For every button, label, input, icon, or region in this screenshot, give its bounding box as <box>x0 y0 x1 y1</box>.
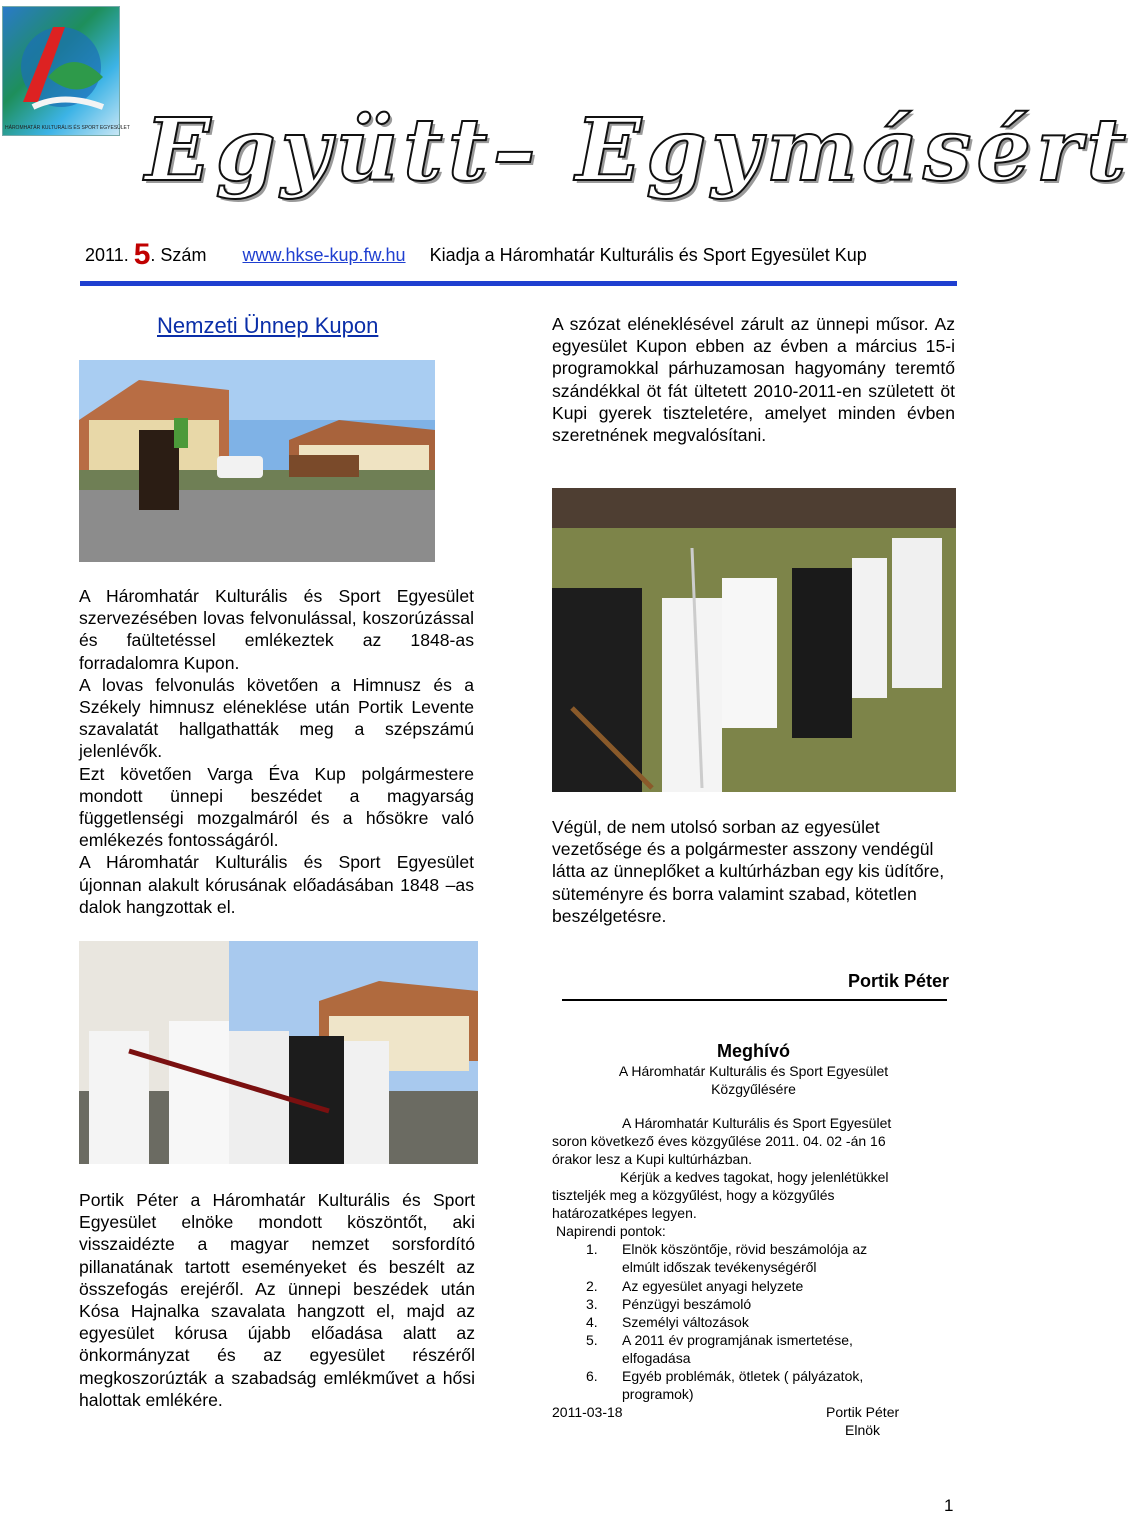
article-paragraph: A Háromhatár Kulturális és Sport Egyesület szervezésében lovas felvonulással, koszorúzással és faültetéssel emlékeztek az 1848-as forradalomra Kupon. <box>79 586 474 673</box>
article-paragraph: A lovas felvonulás követően a Himnusz és a Székely himnusz eléneklése után Portik Levente szavalatát hallgathatták meg a szépszámú jelenlévők. <box>79 674 474 762</box>
agenda-item-number: 2. <box>586 1278 598 1294</box>
agenda-item-text: A 2011 év programjának ismertetése, elfogadása <box>622 1332 853 1366</box>
agenda-item <box>552 1367 882 1403</box>
invitation-subtitle: Közgyűlésére <box>711 1081 796 1097</box>
page-number: 1 <box>944 1496 954 1515</box>
signer-name: Portik Péter <box>826 1404 900 1420</box>
agenda-item <box>552 1277 882 1295</box>
logo-emblem-icon <box>3 7 130 135</box>
article-paragraph: Végül, de nem utolsó sorban az egyesület vezetősége és a polgármester asszony vendégül látta az ünneplőket a kultúrházban egy kis üdítőre, süteményre és borra valamint szabad, kötetlen beszélgetésre. <box>552 817 945 926</box>
agenda-item-number: 4. <box>586 1314 598 1330</box>
signature-row <box>552 1403 955 1421</box>
article-body-left <box>79 585 474 918</box>
issue-number-suffix: . Szám <box>150 245 207 265</box>
issue-number: 5 <box>133 238 151 271</box>
photo-choir <box>79 941 478 1164</box>
agenda-item-text: Pénzügyi beszámoló <box>622 1296 752 1312</box>
agenda-item <box>552 1331 882 1367</box>
logo-caption: HÁROMHATÁR KULTURÁLIS ÉS SPORT EGYESÜLET <box>5 125 130 131</box>
signer-role: Elnök <box>845 1422 881 1438</box>
website-link[interactable]: www.hkse-kup.fw.hu <box>242 245 406 265</box>
photo-horse-parade <box>79 360 435 562</box>
agenda-item-number: 6. <box>586 1368 598 1384</box>
agenda-item-number: 3. <box>586 1296 598 1312</box>
agenda-list <box>552 1240 955 1403</box>
agenda-item-text: Egyéb problémák, ötletek ( pályázatok, programok) <box>622 1368 864 1402</box>
agenda-item <box>552 1240 882 1276</box>
agenda-item-text: Elnök köszöntője, rövid beszámolója az elmúlt időszak tevékenységéről <box>622 1241 868 1275</box>
agenda-item <box>552 1313 882 1331</box>
issue-line <box>85 238 867 272</box>
agenda-item-text: Az egyesület anyagi helyzete <box>622 1278 804 1294</box>
invitation-text: órakor lesz a Kupi kultúrházban. <box>552 1151 752 1167</box>
invitation-text: Kérjük a kedves tagokat, hogy jelenlétükkel <box>620 1169 889 1185</box>
section-divider <box>562 999 947 1001</box>
agenda-item-number: 5. <box>586 1332 598 1348</box>
agenda-label: Napirendi pontok: <box>556 1223 666 1239</box>
invitation-text: soron következő éves közgyűlése 2011. 04. 02 -án 16 <box>552 1133 886 1149</box>
invitation-subtitle: A Háromhatár Kulturális és Sport Egyesület <box>618 1063 889 1079</box>
invitation-text: tiszteljék meg a közgyűlést, hogy a közgyűlés határozatképes legyen. <box>552 1187 835 1221</box>
agenda-item <box>552 1295 882 1313</box>
agenda-item-text: Személyi változások <box>622 1314 749 1330</box>
invitation-box <box>552 1040 955 1439</box>
author-name: Portik Péter <box>848 971 950 991</box>
article-title: Nemzeti Ünnep Kupon <box>157 313 379 338</box>
article-paragraph: A Háromhatár Kulturális és Sport Egyesület újonnan alakult kórusának előadásában 1848 –as dalok hangzottak el. <box>79 852 474 917</box>
article-paragraph: Portik Péter a Háromhatár Kulturális és Sport Egyesület elnöke mondott köszöntőt, aki visszaidézte a magyar nemzet sorsfordító pillanatának tartott eseményeket és beszélt az összefogás erejéről. Az ünnepi beszédek után Kósa Hajnalka szavalata hangzott el, majd az egyesület kórusa újabb előadása alatt az önkormányzat és az egyesület részéről megkoszorúzták a szabadság emlékművet a hősi halottak emlékére. <box>79 1190 475 1410</box>
publisher-text: Kiadja a Háromhatár Kulturális és Sport Egyesület Kup <box>429 245 867 265</box>
article-paragraph: Ezt követően Varga Éva Kup polgármestere mondott ünnepi beszédet a magyarság függetlenségi mozgalmáról és a hősökre való emlékezés fontosságáról. <box>79 763 474 851</box>
agenda-item-number: 1. <box>586 1241 598 1257</box>
invitation-text: A Háromhatár Kulturális és Sport Egyesület <box>622 1115 892 1131</box>
article-paragraph: A szózat eléneklésével zárult az ünnepi műsor. Az egyesület Kupon ebben az évben a március 15-i programokkal párhuzamosan hagyomány teremtő szándékkal öt fát ültetett 2010-2011-en született öt Kupi gyerek tiszteletére, amelyet minden évben szeretnének megvalósítani. <box>552 314 955 446</box>
issue-year: 2011. <box>85 245 129 265</box>
masthead-title: Együtt– Egymásért <box>145 100 1131 201</box>
photo-tree-planting <box>552 488 956 792</box>
invitation-title: Meghívó <box>716 1041 790 1061</box>
header-divider <box>80 281 957 286</box>
association-logo <box>2 6 130 136</box>
invitation-date: 2011-03-18 <box>552 1404 623 1420</box>
